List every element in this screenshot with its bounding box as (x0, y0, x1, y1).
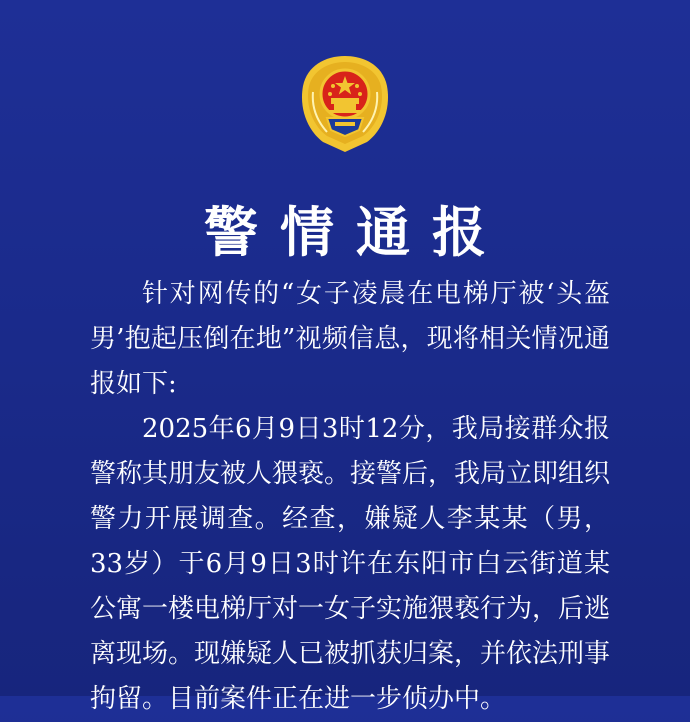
notice-body (90, 272, 610, 722)
notice-paragraph-intro: 针对网传的“女子凌晨在电梯厅被‘头盔男’抱起压倒在地”视频信息，现将相关情况通报如下: (90, 279, 610, 399)
police-emblem-icon (293, 52, 397, 156)
page-title: 警情通报 (204, 201, 508, 264)
notice-paragraph-details: 2025年6月9日3时12分，我局接群众报警称其朋友被人猥亵。接警后，我局立即组织警力开展调查。经查，嫌疑人李某某（男，33岁）于6月9日3时许在东阳市白云街道某公寓一楼电梯厅对一女子实施猥亵行为，后逃离现场。现嫌疑人已被抓获归案，并依法刑事拘留。目前案件正在进一步侦办中。 (90, 414, 611, 714)
